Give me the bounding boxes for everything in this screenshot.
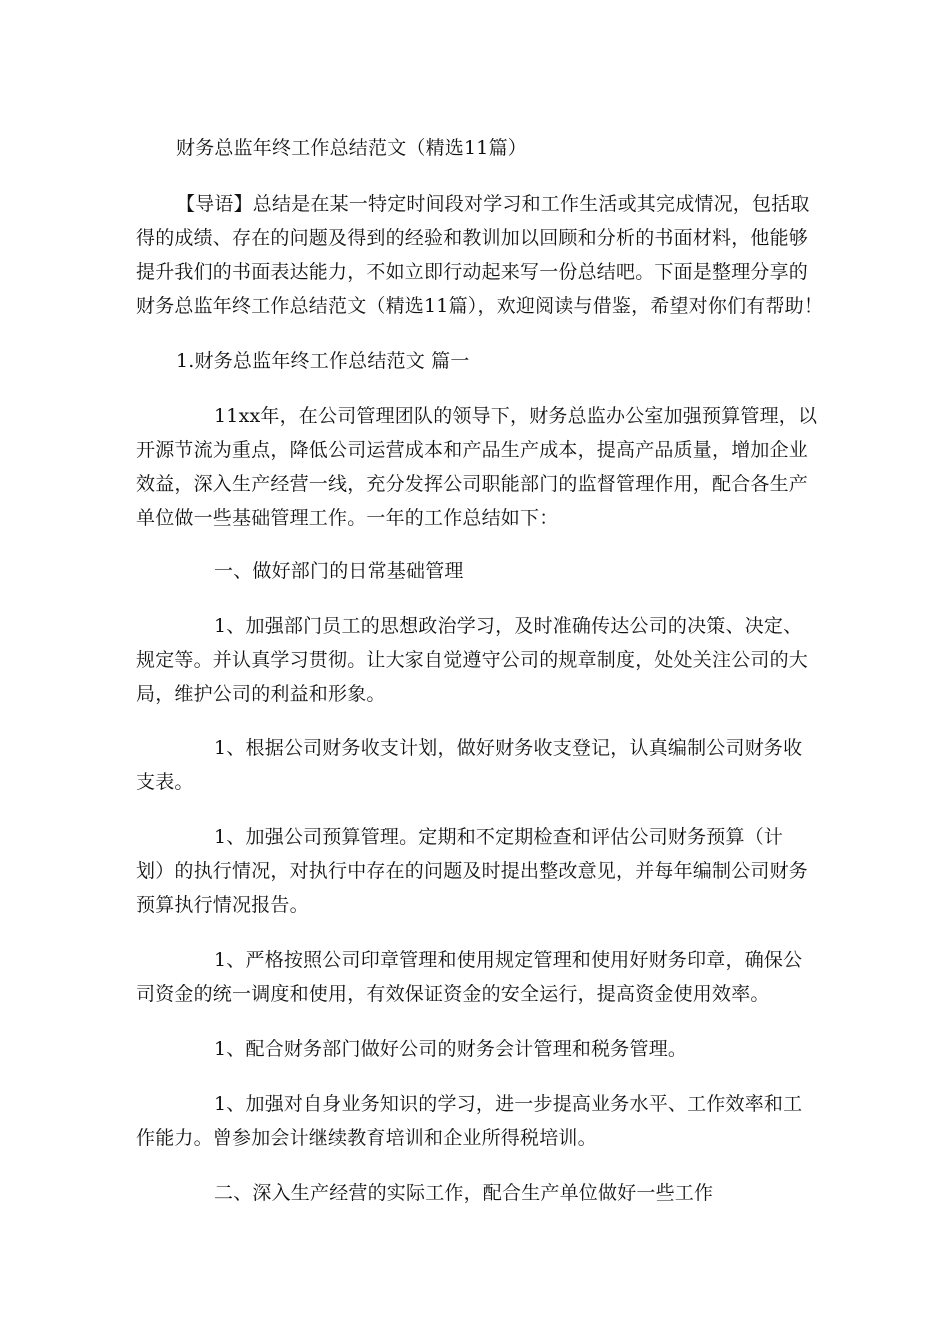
document-title: 财务总监年终工作总结范文（精选11篇） [176,137,527,159]
item-line: 1、加强对自身业务知识的学习，进一步提高业务水平、工作效率和工 [214,1093,803,1115]
item-line: 局，维护公司的利益和形象。 [136,683,386,705]
paragraph-line: 单位做一些基础管理工作。一年的工作总结如下： [136,507,559,529]
subheading: 二、深入生产经营的实际工作，配合生产单位做好一些工作 [214,1182,714,1204]
intro-line: 财务总监年终工作总结范文（精选11篇），欢迎阅读与借鉴，希望对你们有帮助！ [136,295,824,317]
item-line: 1、加强部门员工的思想政治学习，及时准确传达公司的决策、决定、 [214,615,803,637]
item-line: 预算执行情况报告。 [136,894,309,916]
item-line: 1、加强公司预算管理。定期和不定期检查和评估公司财务预算（计 [214,826,784,848]
paragraph-line: 11xx年，在公司管理团队的领导下，财务总监办公室加强预算管理，以 [214,405,818,427]
section-heading: 1.财务总监年终工作总结范文 篇一 [176,350,470,372]
item-line: 1、配合财务部门做好公司的财务会计管理和税务管理。 [214,1038,688,1060]
paragraph-line: 效益，深入生产经营一线，充分发挥公司职能部门的监督管理作用，配合各生产 [136,473,809,495]
item-line: 作能力。曾参加会计继续教育培训和企业所得税培训。 [136,1127,597,1149]
intro-line: 提升我们的书面表达能力，不如立即行动起来写一份总结吧。下面是整理分享的 [136,261,809,283]
intro-line: 【导语】总结是在某一特定时间段对学习和工作生活或其完成情况，包括取 [176,193,810,215]
item-line: 划）的执行情况，对执行中存在的问题及时提出整改意见，并每年编制公司财务 [136,860,809,882]
item-line: 1、严格按照公司印章管理和使用规定管理和使用好财务印章，确保公 [214,949,803,971]
subheading: 一、做好部门的日常基础管理 [214,560,464,582]
paragraph-line: 开源节流为重点，降低公司运营成本和产品生产成本，提高产品质量，增加企业 [136,439,809,461]
item-line: 1、根据公司财务收支计划，做好财务收支登记，认真编制公司财务收 [214,737,803,759]
item-line: 支表。 [136,771,194,793]
intro-line: 得的成绩、存在的问题及得到的经验和教训加以回顾和分析的书面材料，他能够 [136,227,809,249]
item-line: 司资金的统一调度和使用，有效保证资金的安全运行，提高资金使用效率。 [136,983,770,1005]
item-line: 规定等。并认真学习贯彻。让大家自觉遵守公司的规章制度，处处关注公司的大 [136,649,809,671]
